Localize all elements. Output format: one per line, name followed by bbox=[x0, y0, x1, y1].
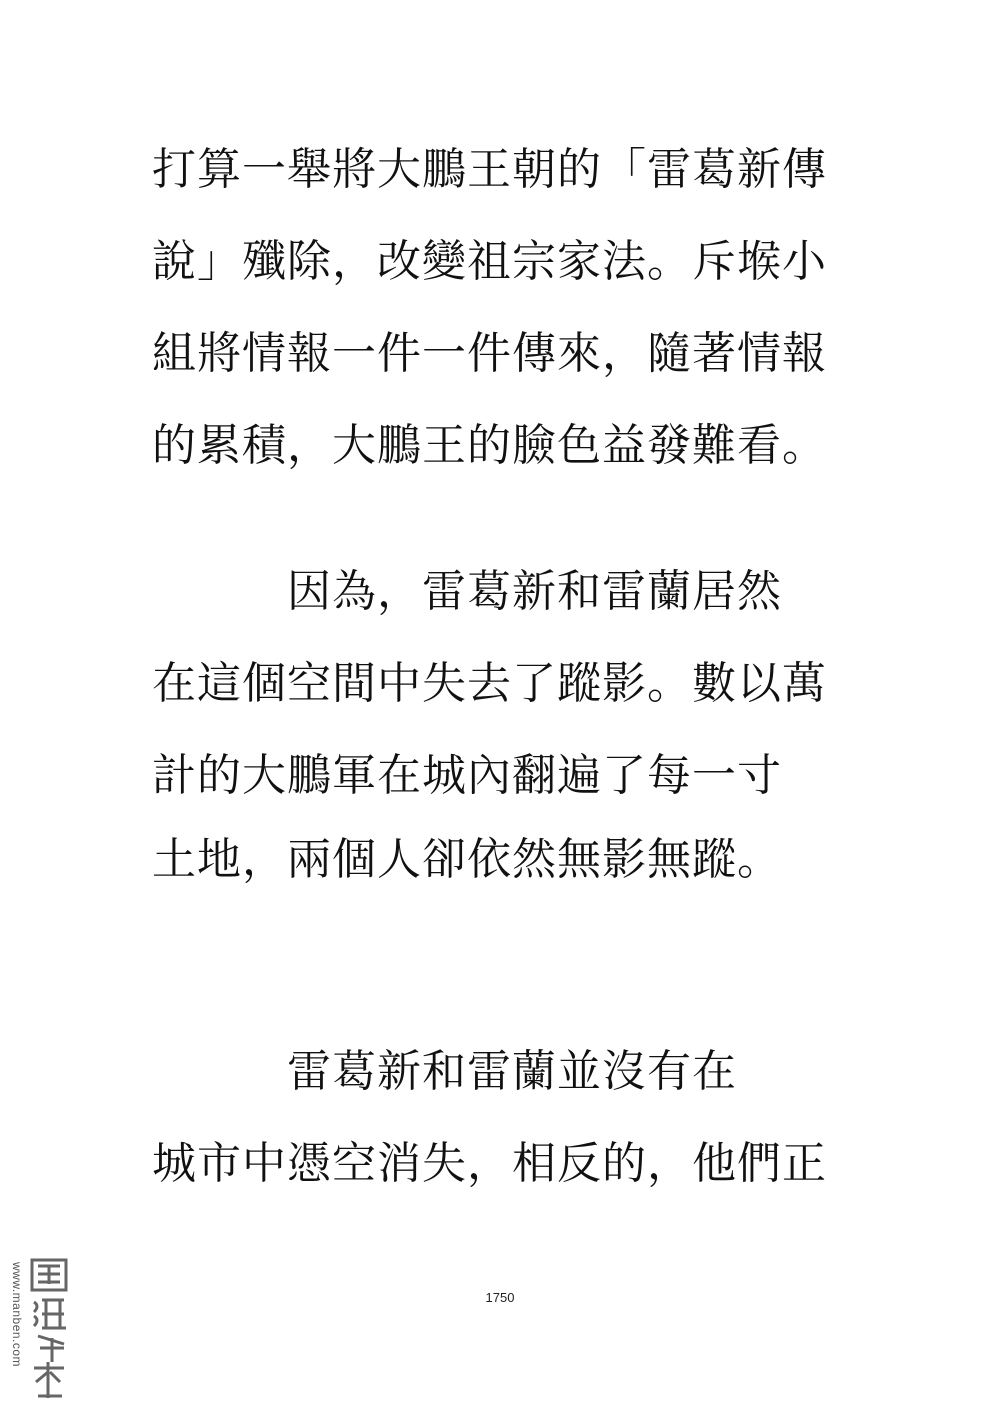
watermark-url: www.manben.com bbox=[10, 1262, 24, 1368]
text-line: 的累積，大鵬王的臉色益發難看。 bbox=[152, 420, 827, 471]
text-line: 在這個空間中失去了蹤影。數以萬 bbox=[152, 658, 827, 709]
text-line: 說」殲除，改變祖宗家法。斥堠小 bbox=[152, 236, 827, 287]
text-line: 打算一舉將大鵬王朝的「雷葛新傳 bbox=[152, 144, 827, 195]
text-line: 因為，雷葛新和雷蘭居然 bbox=[152, 566, 782, 617]
watermark bbox=[6, 1256, 72, 1406]
text-line: 組將情報一件一件傳來，隨著情報 bbox=[152, 328, 827, 379]
text-line: 城市中憑空消失，相反的，他們正 bbox=[152, 1138, 827, 1189]
manben-logo-icon bbox=[28, 1256, 70, 1404]
text-line: 計的大鵬軍在城內翻遍了每一寸 bbox=[152, 750, 782, 801]
text-line: 土地，兩個人卻依然無影無蹤。 bbox=[152, 834, 782, 885]
text-line: 雷葛新和雷蘭並沒有在 bbox=[152, 1046, 737, 1097]
page-number: 1750 bbox=[485, 1290, 515, 1305]
